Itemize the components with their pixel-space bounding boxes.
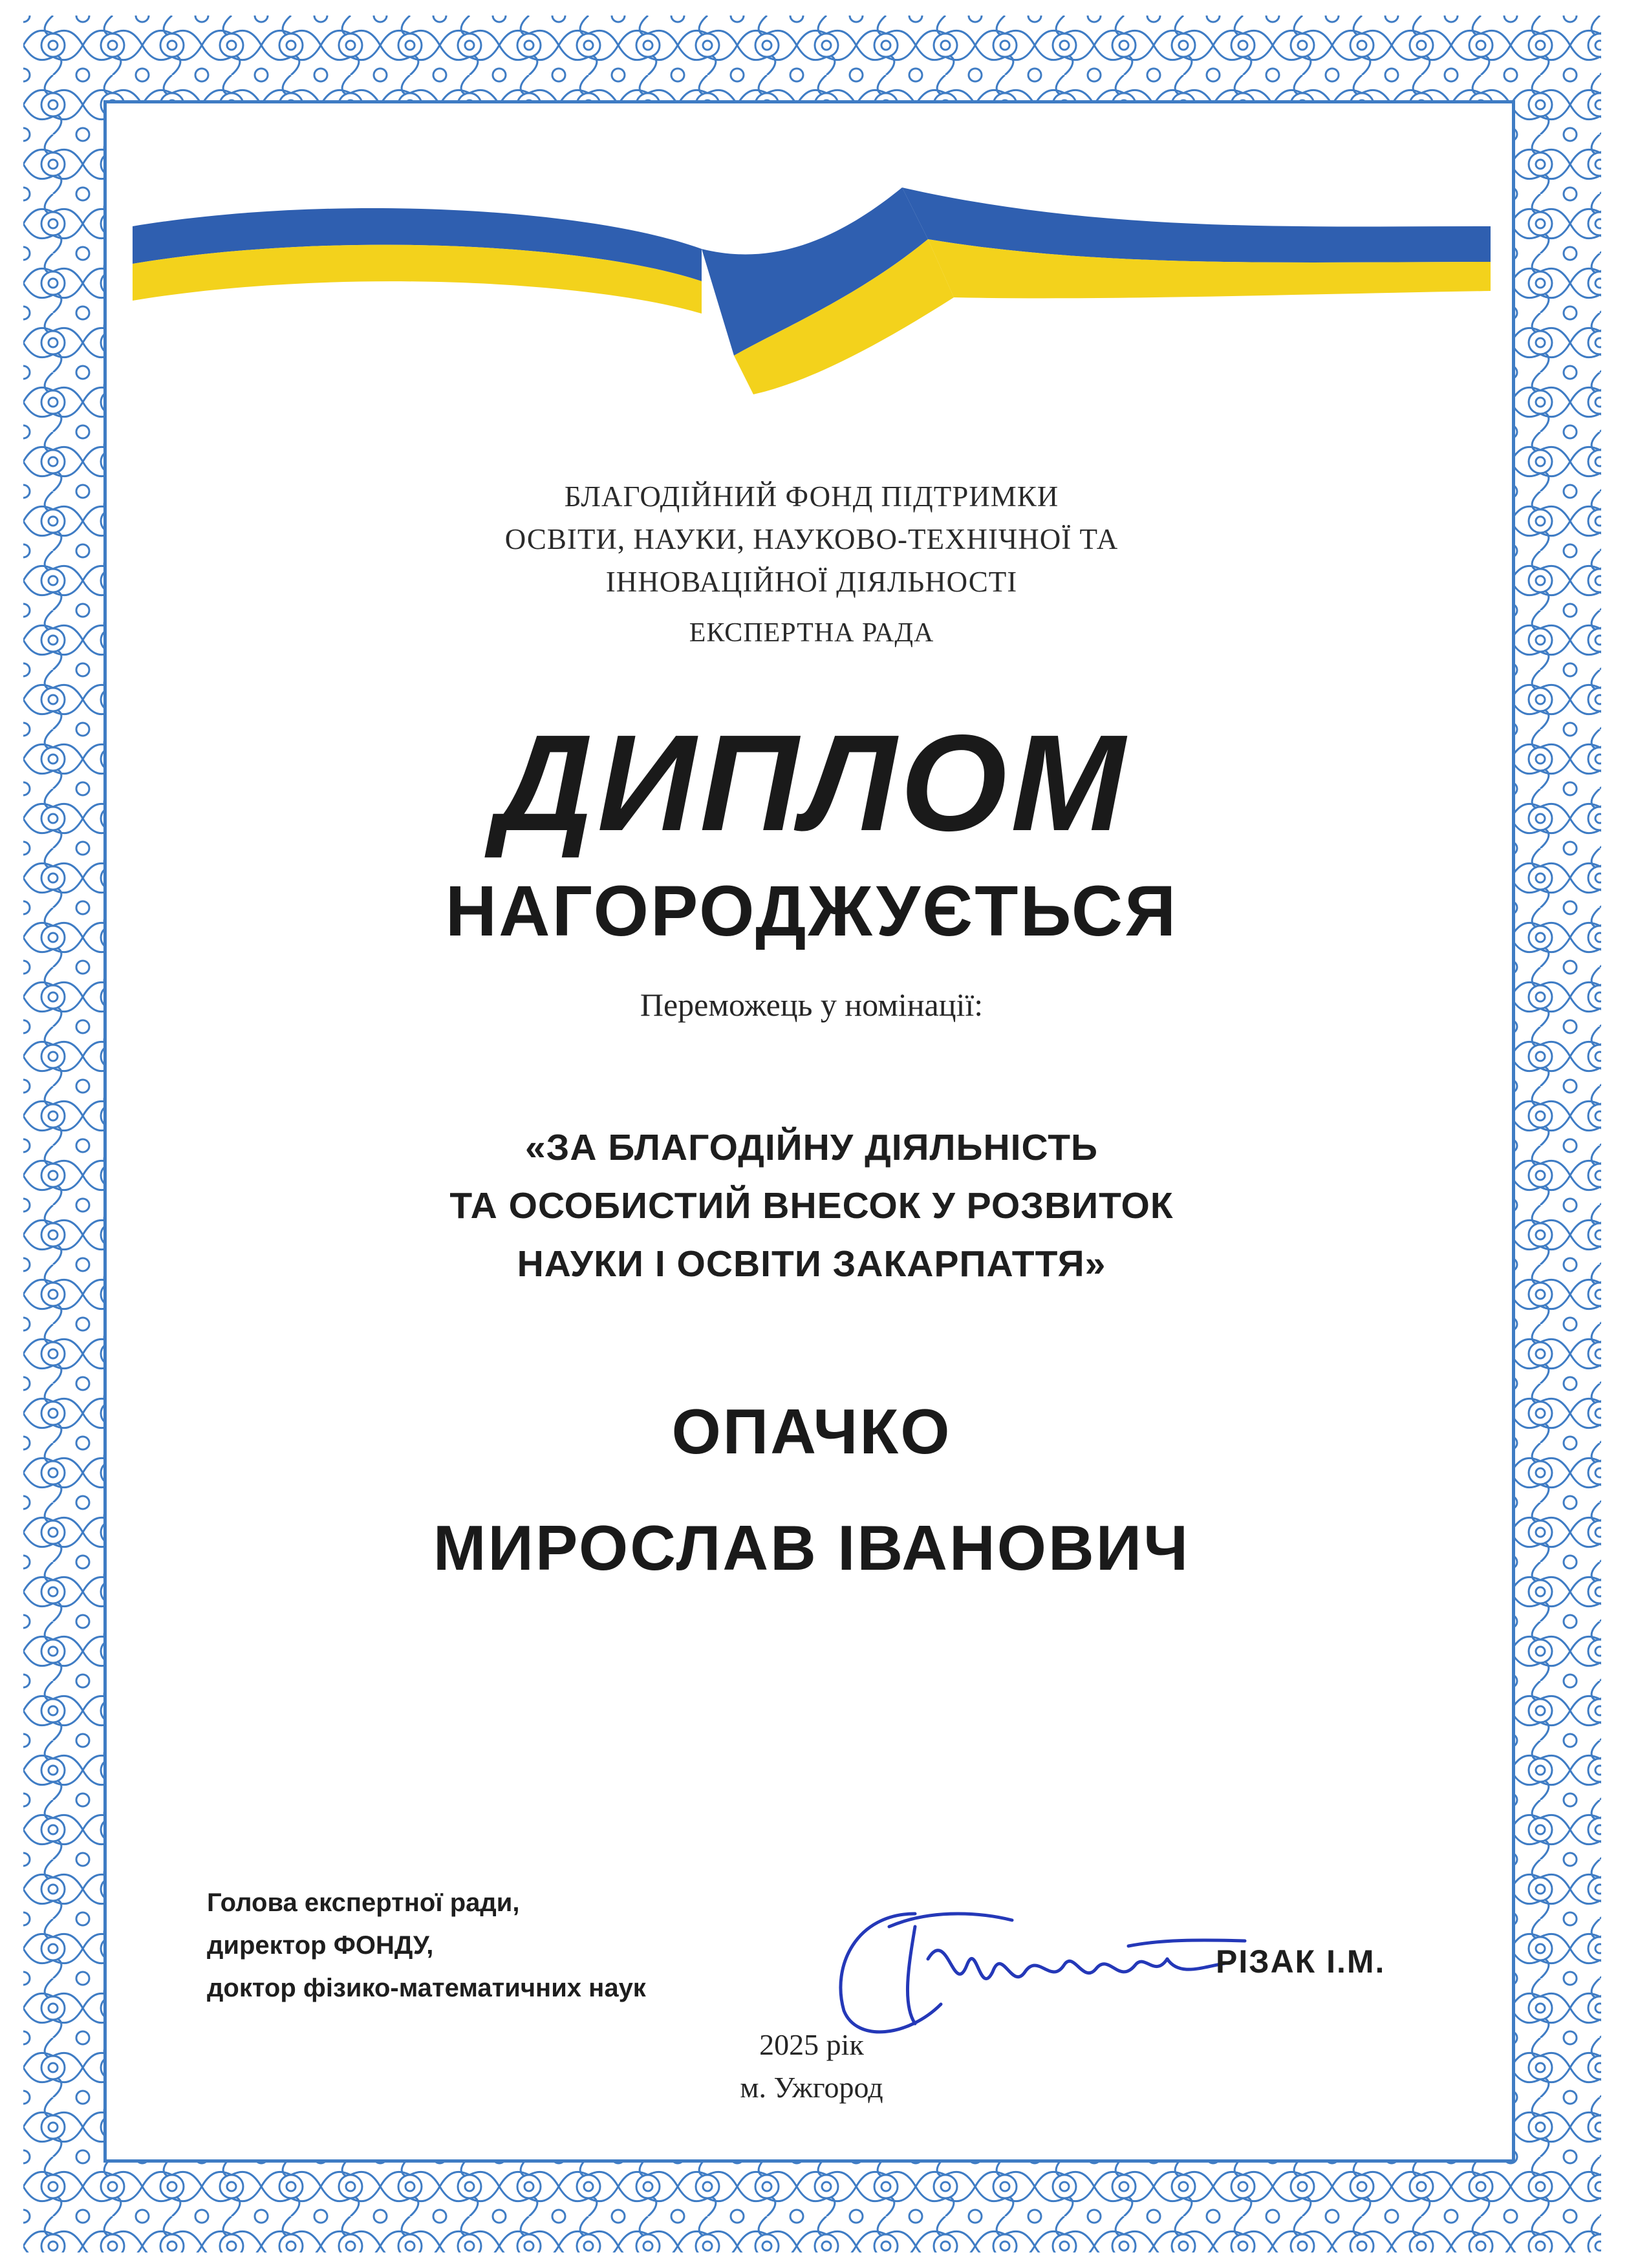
title-wrap [129,706,1494,859]
organization-header [129,475,1494,603]
recipient-surname: ОПАЧКО [671,1396,952,1467]
recipient-surname-wrap [129,1396,1494,1467]
signatory-position-line-2: директор ФОНДУ, [207,1931,434,1960]
recipient-given-names-wrap [129,1512,1494,1583]
diploma-title: ДИПЛОМ [494,706,1129,859]
nomination-line-1: «ЗА БЛАГОДІЙНУ ДІЯЛЬНІСТЬ [524,1127,1099,1168]
organization-line-2: ОСВІТИ, НАУКИ, НАУКОВО-ТЕХНІЧНОЇ ТА [504,523,1119,555]
winner-label: Переможець у номінації: [640,987,984,1023]
nomination-block [129,1118,1494,1293]
council-heading: ЕКСПЕРТНА РАДА [689,618,934,648]
footer-city: м. Ужгород [740,2071,883,2104]
nomination-line-3: НАУКИ І ОСВІТИ ЗАКАРПАТТЯ» [517,1243,1106,1285]
signatory-position-line-3: доктор фізико-математичних наук [207,1974,646,2002]
footer-year: 2025 рік [759,2028,864,2061]
recipient-given-names: МИРОСЛАВ ІВАНОВИЧ [433,1512,1191,1583]
organization-line-1: БЛАГОДІЙНИЙ ФОНД ПІДТРИМКИ [564,480,1059,513]
awarded-wrap [129,872,1494,951]
awarded-heading: НАГОРОДЖУЄТЬСЯ [445,872,1178,951]
organization-line-3: ІННОВАЦІЙНОЇ ДІЯЛЬНОСТІ [605,566,1018,598]
footer [129,2024,1494,2109]
winner-label-wrap [129,986,1494,1023]
flag-ribbon-image [133,136,1491,407]
signatory-position-line-1: Голова експертної ради, [207,1888,520,1917]
signatory-name: РІЗАК І.М. [1216,1943,1386,1980]
council-heading-wrap [129,617,1494,648]
signatory-position [207,1881,646,2009]
nomination-line-2: ТА ОСОБИСТИЙ ВНЕСОК У РОЗВИТОК [449,1185,1174,1226]
